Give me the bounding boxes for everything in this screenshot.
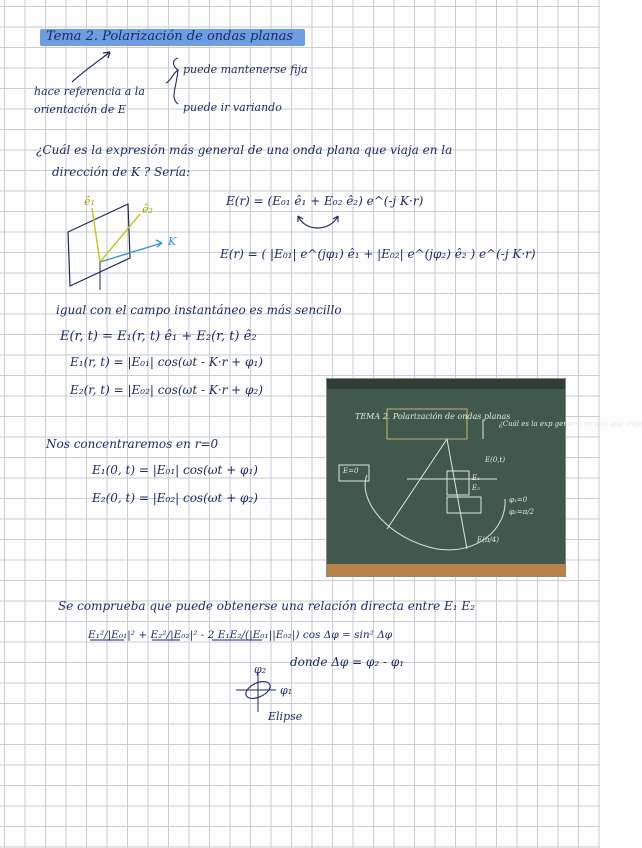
blackboard-label: E(π/4) bbox=[477, 536, 499, 544]
blackboard-label: E₂ bbox=[472, 484, 480, 492]
equation-5: E₂(r, t) = |E₀₂| cos(ωt - K·r + φ₂) bbox=[70, 383, 263, 397]
axis-phi1-label: φ₁ bbox=[280, 684, 293, 697]
relation-line: Se comprueba que puede obtenerse una relación directa entre E₁ E₂ bbox=[58, 599, 475, 613]
question-line2: dirección de K ? Sería: bbox=[52, 165, 191, 179]
equation-3: E(r, t) = E₁(r, t) ê₁ + E₂(r, t) ê₂ bbox=[60, 329, 257, 344]
equation-8: E₁²/|E₀₁|² + E₂²/|E₀₂|² - 2 E₁E₂/(|E₀₁||E₀₂|) cos Δφ = sin² Δφ bbox=[88, 629, 393, 641]
note-varying: puede ir variando bbox=[183, 101, 282, 114]
focus-line: Nos concentraremos en r=0 bbox=[46, 437, 219, 451]
blackboard-photo bbox=[326, 378, 642, 577]
blackboard-side-text: ¿Cuál es la exp general de una que viaja bbox=[499, 420, 642, 428]
equation-4: E₁(r, t) = |E₀₁| cos(ωt - K·r + φ₁) bbox=[70, 355, 263, 369]
note-reference-line2: orientación de E bbox=[34, 103, 126, 116]
equation-7: E₂(0, t) = |E₀₂| cos(ωt + φ₂) bbox=[92, 491, 258, 505]
figure-e1-label: ê₁ bbox=[84, 195, 95, 208]
blackboard-title: TEMA 2. Polarización de ondas planas bbox=[355, 412, 511, 421]
axis-phi2-label: φ₂ bbox=[254, 663, 267, 676]
blackboard-label: φ₁=0 bbox=[509, 496, 528, 504]
figure-k-label: K bbox=[168, 235, 177, 248]
ellipse-label: Elipse bbox=[268, 710, 303, 723]
figure-e2-label: ê₂ bbox=[142, 203, 153, 216]
note-fixed: puede mantenerse fija bbox=[183, 63, 308, 76]
equation-8-where: donde Δφ = φ₂ - φ₁ bbox=[290, 655, 405, 669]
instant-field-line: igual con el campo instantáneo es más sencillo bbox=[56, 303, 342, 317]
blackboard-label: E(0,t) bbox=[485, 456, 506, 464]
blackboard-label: E₁ bbox=[472, 474, 480, 482]
blackboard-label: E=0 bbox=[343, 467, 359, 475]
blackboard-label: φ₂=π/2 bbox=[509, 508, 534, 516]
equation-6: E₁(0, t) = |E₀₁| cos(ωt + φ₁) bbox=[92, 463, 258, 477]
page-title: Tema 2. Polarización de ondas planas bbox=[46, 29, 294, 44]
note-reference-line1: hace referencia a la bbox=[34, 85, 145, 98]
equation-1: E(r) = (E₀₁ ê₁ + E₀₂ ê₂) e^(-j K·r) bbox=[226, 194, 424, 208]
equation-2: E(r) = ( |E₀₁| e^(jφ₁) ê₁ + |E₀₂| e^(jφ₂) ê₂ ) e^(-j K·r) bbox=[220, 247, 536, 261]
question-line1: ¿Cuál es la expresión más general de una onda plana que viaja en la bbox=[36, 143, 453, 157]
